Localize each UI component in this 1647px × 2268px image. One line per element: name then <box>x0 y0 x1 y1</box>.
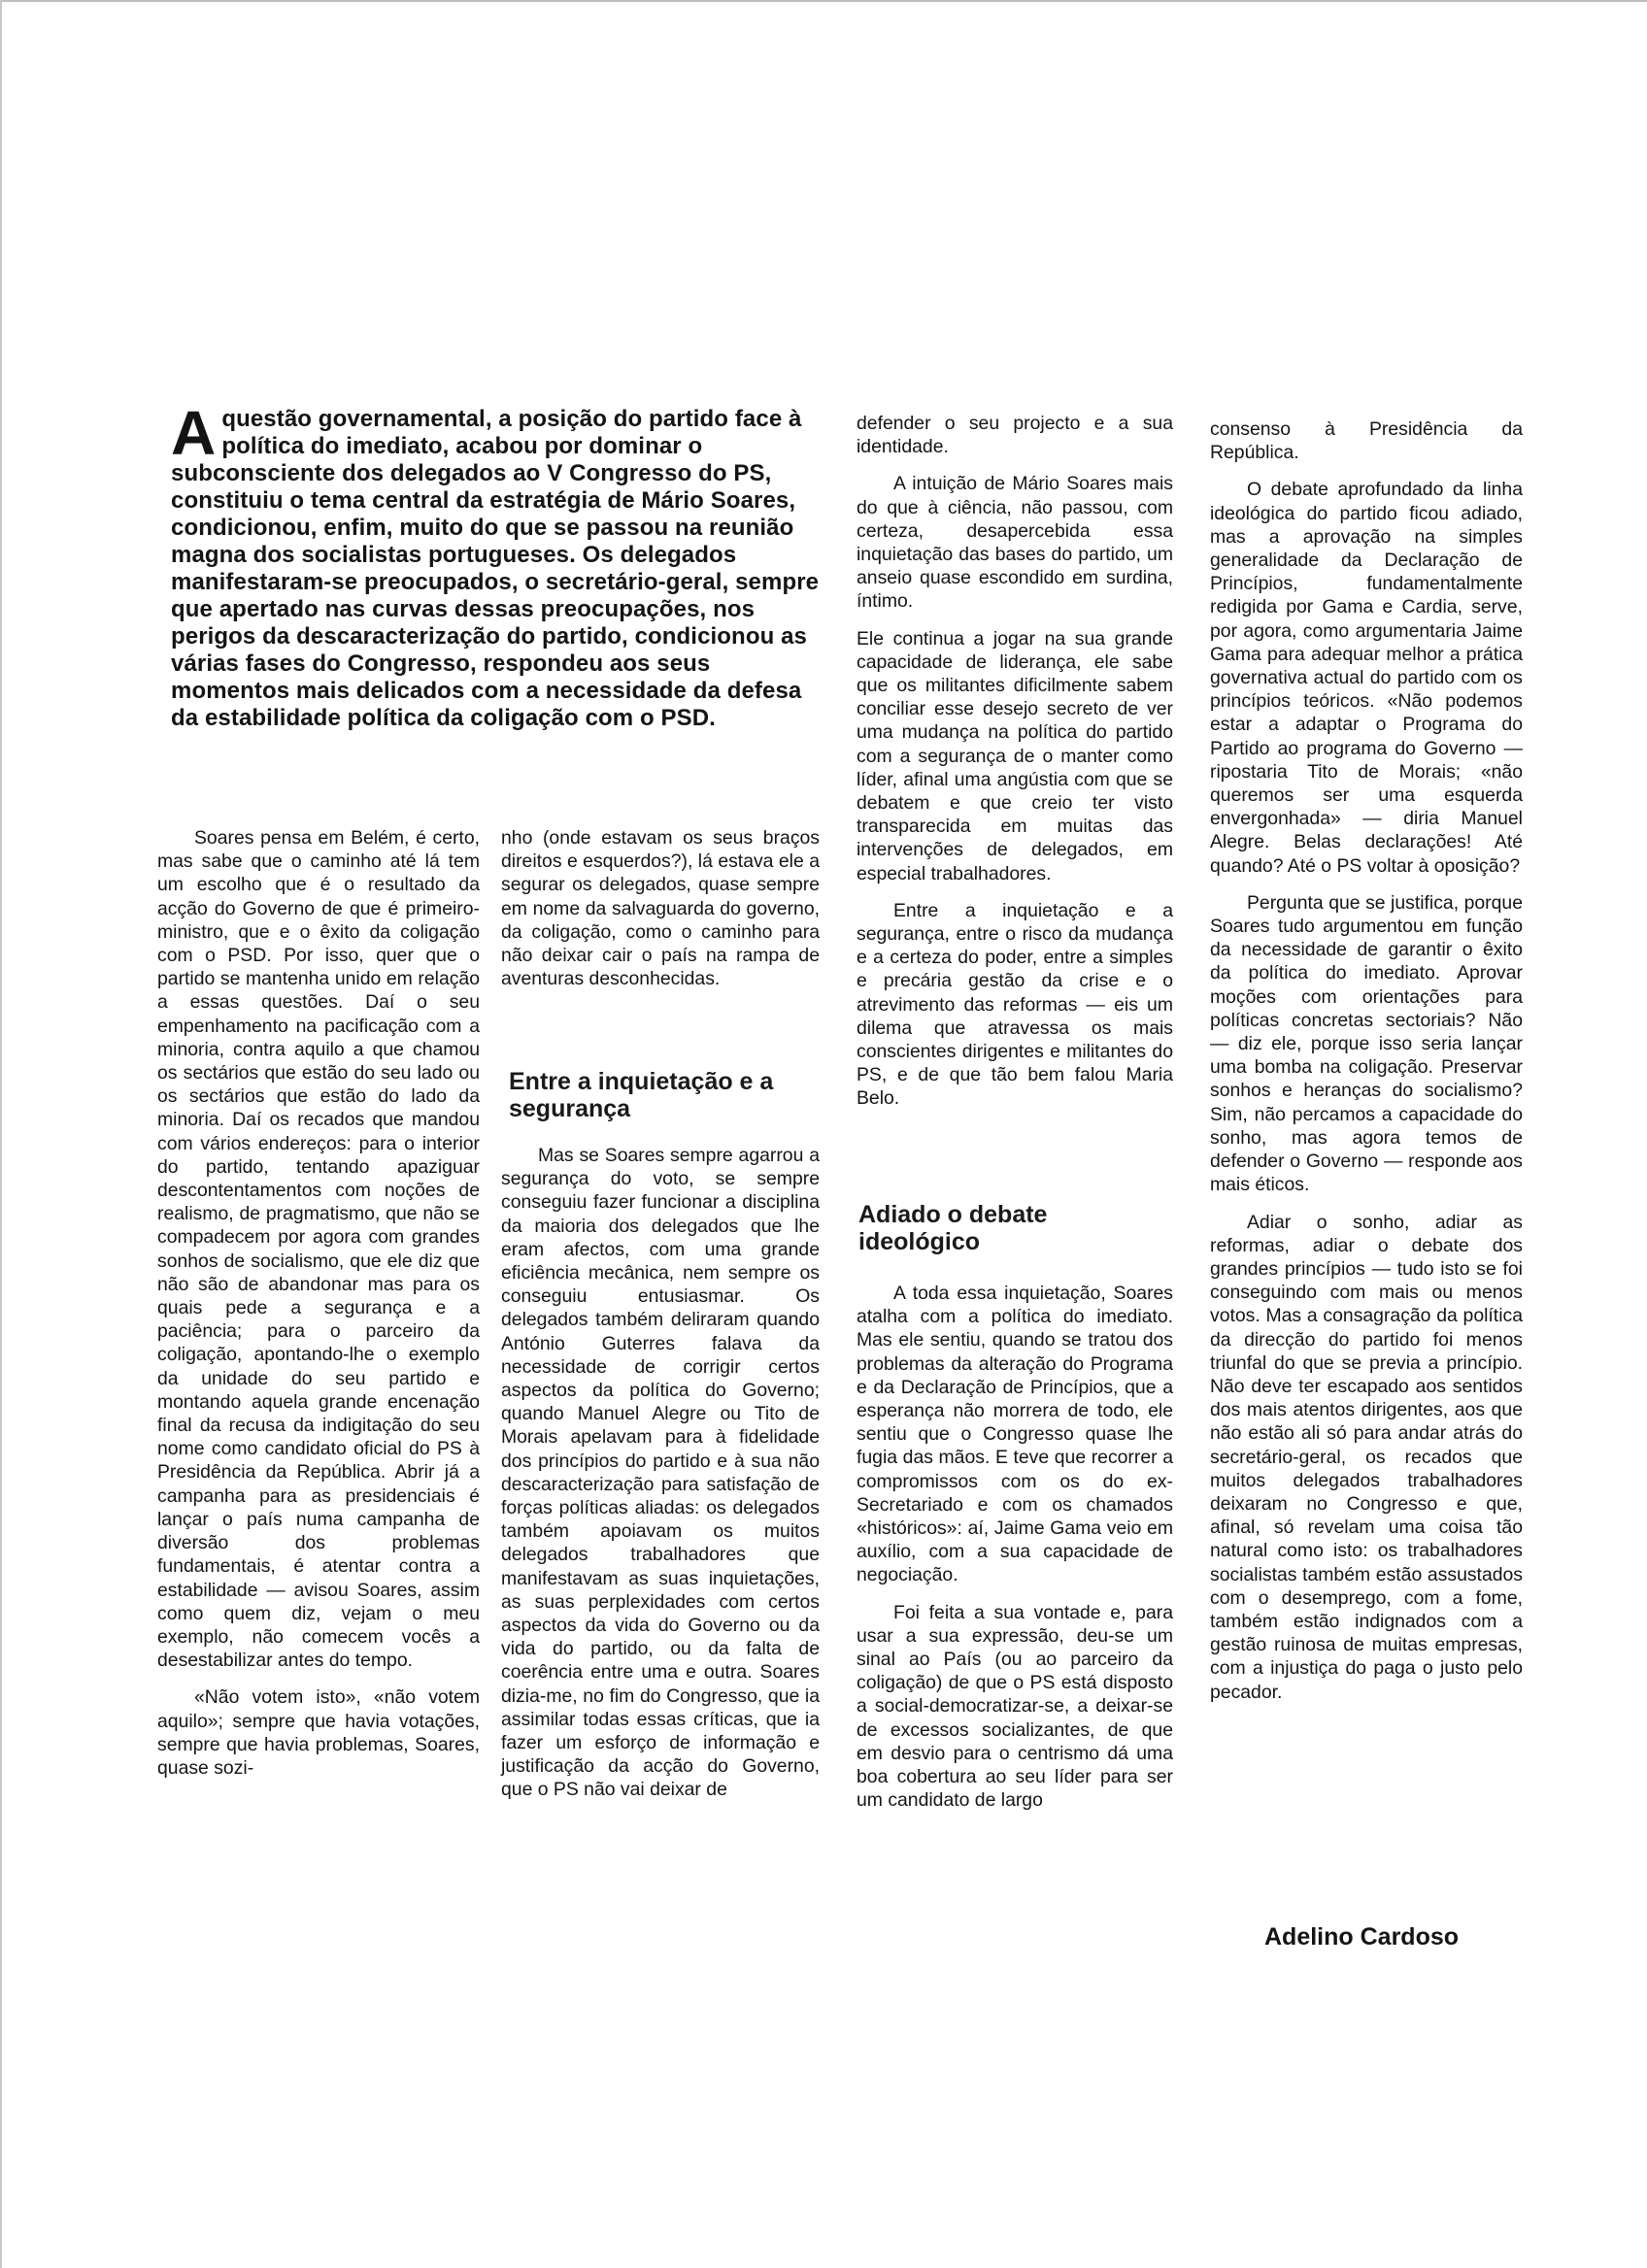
lead-text: questão governamental, a posição do partido face à política do imediato, acabou por dominar o subconsciente dos delegados ao V Congresso do PS, constituiu o tema central da estratégia de Mário Soares, condicionou, enfim, muito do que se passou na reunião magna dos socialistas portugueses. Os delegados manifestaram-se preocupados, o secretário-geral, sempre que apertado nas curvas dessas preocupações, nos perigos da descaracterização do partido, condicionou as várias fases do Congresso, respondeu aos seus momentos mais delicados com a necessidade da defesa da estabilidade política da coligação com o PSD. <box>171 406 820 731</box>
column-3 <box>857 412 1173 1124</box>
col3-paragraph-6: Foi feita a sua vontade e, para usar a sua expressão, deu-se um sinal ao País (ou ao parceiro da coligação) de que o PS está disposto a social-democratizar-se, a deixar-se de excessos socializantes, de que em desvio para o centrismo dá uma boa cobertura ao seu líder para ser um candidato de largo <box>857 1601 1173 1812</box>
byline-author: Adelino Cardoso <box>1264 1923 1460 1951</box>
col4-paragraph-1: consenso à Presidência da República. <box>1210 418 1523 464</box>
col3-paragraph-4: Entre a inquietação e a segurança, entre o risco da mudança e a certeza do poder, entre a simples e precária gestão da crise e o atrevimento das reformas — eis um dilema que atravessa os mais conscientes dirigentes e militantes do PS, e de que tão bem falou Maria Belo. <box>857 899 1173 1110</box>
col2-paragraph-1: nho (onde estavam os seus braços direitos e esquerdos?), lá estava ele a segurar os delegados, quase sempre em nome da salvaguarda do governo, da coligação, como o caminho para não deixar cair o país na rampa de aventuras desconhecidas. <box>501 827 820 990</box>
column-1 <box>157 826 480 1793</box>
page-frame-top <box>0 0 1647 2</box>
column-3-continued <box>857 1282 1173 1825</box>
column-4 <box>1210 417 1523 1718</box>
col3-paragraph-1: defender o seu projecto e a sua identidade. <box>857 413 1173 458</box>
col1-paragraph-1: Soares pensa em Belém, é certo, mas sabe que o caminho até lá tem um escolho que é o resultado da acção do Governo de que é primeiro-ministro, que e o êxito da coligação com o PSD. Por isso, quer que o partido se mantenha unido em relação a essas questões. Daí o seu empenhamento na pacificação com a minoria, contra aquilo a que chamou os sectários que estão do seu lado ou os sectários que estão do lado da minoria. Daí os recados que mandou com vários endereços: para o interior do partido, tentando apaziguar descontentamentos com noções de realismo, de pragmatismo, que não se compadecem por agora com grandes sonhos de socialismo, que ele diz que não são de abandonar mas para os quais pede a segurança e a paciência; para o parceiro da coligação, apontando-lhe o exemplo da unidade do seu partido e montando aquela grande encenação final da recusa da indigitação do seu nome como candidato oficial do PS à Presidência da República. Abrir já a campanha para as presidenciais é lançar o país numa campanha de diversão dos problemas fundamentais, é atentar contra a estabilidade — avisou Soares, assim como quem diz, vejam o meu exemplo, não comecem vocês a desestabilizar antes do tempo. <box>157 827 480 1672</box>
col3-paragraph-2: A intuição de Mário Soares mais do que à ciência, não passou, com certeza, desapercebida essa inquietação das bases do partido, um anseio quase escondido em surdina, íntimo. <box>857 473 1173 613</box>
subhead-inquietacao: Entre a inquietação e a segurança <box>509 1068 774 1122</box>
column-2-continued <box>501 1144 820 1816</box>
col3-paragraph-5: A toda essa inquietação, Soares atalha com a política do imediato. Mas ele sentiu, quando se tratou dos problemas da alteração do Programa e da Declaração de Princípios, que a esperança não morrera de todo, ele sentiu que o Congresso quase lhe fugia das mãos. E teve que recorrer a compromissos com os do ex-Secretariado e com os chamados «históricos»: aí, Jaime Gama veio em auxílio, com a sua capacidade de negociação. <box>857 1283 1173 1586</box>
col2-paragraph-2: Mas se Soares sempre agarrou a segurança do voto, se sempre conseguiu fazer funcionar a disciplina da maioria dos delegados que lhe eram afectos, com uma grande eficiência mecânica, nem sempre os conseguiu entusiasmar. Os delegados também deliraram quando António Guterres falava da necessidade de corrigir certos aspectos da política do Governo; quando Manuel Alegre ou Tito de Morais apelavam para à fidelidade dos princípios do partido e à sua não descaracterização para satisfação de forças políticas aliadas: os delegados também apoiavam os muitos delegados trabalhadores que manifestavam as suas inquietações, as suas perplexidades com certos aspectos da vida do Governo ou da vida do partido, ou da falta de coerência entre uma e outra. Soares dizia-me, no fim do Congresso, que ia assimilar todas essas críticas, que ia fazer um esforço de informação e justificação da acção do Governo, que o PS não vai deixar de <box>501 1145 820 1801</box>
col1-paragraph-2: «Não votem isto», «não votem aquilo»; sempre que havia votações, sempre que havia problemas, Soares, quase sozi- <box>157 1686 480 1779</box>
subhead-adiado: Adiado o debate ideológico <box>858 1201 1048 1255</box>
col3-paragraph-3: Ele continua a jogar na sua grande capacidade de liderança, ele sabe que os militantes dificilmente sabem conciliar esse desejo secreto de ver uma mudança na política do partido com a segurança de o manter como líder, afinal uma angústia com que se debatem e que creio ter visto transparecida em muitas das intervenções de delegados, em especial trabalhadores. <box>857 627 1173 884</box>
drop-cap: A <box>171 398 217 468</box>
column-2 <box>501 826 820 1004</box>
col4-paragraph-2: O debate aprofundado da linha ideológica do partido ficou adiado, mas a aprovação na simples generalidade da Declaração de Princípios, fundamentalmente redigida por Gama e Cardia, serve, por agora, como argumentaria Jaime Gama para adequar melhor a prática governativa actual do partido com os princípios teóricos. «Não podemos estar a adaptar o Programa do Partido ao programa do Governo — ripostaria Tito de Morais; «não queremos ser uma esquerda envergonhada» — diria Manuel Alegre. Belas declarações! Até quando? Até o PS voltar à oposição? <box>1210 479 1523 877</box>
col4-paragraph-4: Adiar o sonho, adiar as reformas, adiar o debate dos grandes princípios — tudo isto se foi conseguindo com mais ou menos votos. Mas a consagração da política da direcção do partido foi menos triunfal do que se previa a princípio. Não deve ter escapado aos sentidos dos mais atentos dirigentes, aos que não estão ali só para andar atrás do secretário-geral, os recados que muitos delegados trabalhadores deixaram no Congresso e que, afinal, só revelam uma coisa tão natural como isto: os trabalhadores socialistas também estão assustados com o desemprego, com a fome, também estão indignados com a gestão ruinosa de muitas empresas, com a injustiça do paga o justo pelo pecador. <box>1210 1211 1523 1703</box>
page-frame-left <box>0 0 2 2268</box>
col4-paragraph-3: Pergunta que se justifica, porque Soares tudo argumentou em função da necessidade de garantir o êxito da política do imediato. Aprovar moções com orientações para políticas concretas sectoriais? Não — diz ele, porque isso seria lançar uma bomba na coligação. Preservar sonhos e heranças do socialismo? Sim, não percamos a capacidade do sonho, mas agora temos de defender o Governo — responde aos mais éticos. <box>1210 891 1523 1196</box>
lead-paragraph <box>171 398 824 732</box>
